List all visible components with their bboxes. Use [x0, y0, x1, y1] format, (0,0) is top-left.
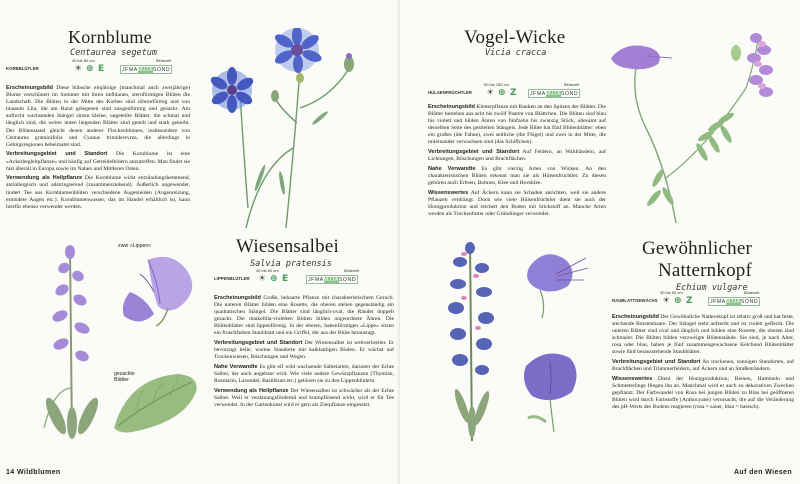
natternkopf-para-1: Erscheinungsbild Der Gewöhnliche Natternkopf ist relativ groß und hat feste, stechende Borstenhaare. Der Stängel steht aufrecht und ist violett gefleckt. Die unteren Blätter sind oval und länglich und bilden eine Rosette, die oberen sind schmaler. Die Blüten bilden verzweigte Blütenstände. Sie sind, je nach Alter, rosa oder blau, haben je fünf zusammengewachsene Kelchund Blütenblätter sowie fünf herausstehende Staubblätter. [612, 314, 795, 356]
bloom-label: Blütezeit [564, 82, 580, 87]
right-page [400, 0, 800, 484]
wiesensalbei-title: Wiesensalbei [236, 236, 339, 257]
natternkopf-title-2: Natternkopf [658, 260, 752, 281]
vetch-illustration [606, 28, 796, 228]
section-name: Auf den Wiesen [733, 469, 792, 476]
plus-circle-icon: ⊕ [498, 88, 506, 98]
type-letter-icon: E [282, 274, 289, 284]
section-name: Wildblumen [16, 469, 61, 476]
plus-circle-icon: ⊕ [86, 64, 94, 74]
kornblume-text [6, 85, 190, 213]
vogelwicke-text [428, 104, 606, 221]
natternkopf-text [612, 314, 794, 414]
growth-form: KORBBLÜTLER [6, 66, 39, 71]
vipers-bugloss-illustration [436, 236, 506, 446]
sun-icon: ☀ [258, 274, 267, 284]
sage-flower-closeup [118, 252, 208, 332]
wiesensalbei-para-1: Erscheinungsbild Große, behaarte Pflanze mit charakteristischem Geruch. Die unteren Blätter bilden eine Rosette, die oberen stehen gegenständig am quadratischen Stängel. Die Blätter sind länglich-oval, die Ränder doppelt gezackt. Die dunkellila-violetten Blüten bilden ungeordnete Ähren. Die Blütenblätter sind lippenförmig. In der oberen, hakenförmigen »Lippe« sitzen ein froschfarben Staubblatt und ein Griffel, der aus der Blüte herausragt. [214, 295, 394, 337]
size-range: 50 bis 150 cm [484, 82, 509, 87]
page-folio-right [734, 469, 792, 476]
wiesensalbei-para-2: Verbreitungsgebiet und Standort Der Wiesensalbei ist weitverbreitet. Er bevorzugt helle, warme Standorte mit kalkhaltigen Böden. Er wächst auf Trockenwiesen, Böschungen und Wegen. [214, 340, 394, 361]
kornblume-infobar [6, 58, 198, 76]
kornblume-latin: Centaurea segetum [70, 48, 157, 58]
bloom-label: Blütezeit [156, 58, 172, 63]
growth-form: HÜLSENFRÜCHTLER [428, 90, 472, 95]
page-number: 14 [6, 469, 15, 476]
page-folio-left [6, 469, 61, 476]
type-letter-icon: Z [510, 88, 517, 98]
wiesensalbei-para-4: Verwendung als Heilpflanze Der Wiesensalbei ist schwächer als der Echte Salbei. Weil er verdauungsfördernd und krampflösend wirkt, wird er für Tee verwendet. In der Gartenkunst wird er gern als Zierpflanze eingesetzt. [214, 387, 395, 409]
wiesensalbei-para-3: Nahe Verwandte Es gibt elf wild wachsende Salbeiarten, darunter der Echte Salbei, der auch angebaut wird. Wie viele andere Gewürzpflanzen (Thymian, Rosmarin, Lavendel, Basilikum etc.) gehören sie zu den Lippenblütlern. [214, 364, 394, 385]
wiesensalbei-infobar [214, 268, 392, 286]
label-gezackte-blaetter: gezackte Blätter [114, 371, 135, 383]
natternkopf-latin: Echium vulgare [676, 283, 748, 293]
bloom-label: Blütezeit [344, 268, 360, 273]
natternkopf-infobar [612, 290, 792, 308]
vogelwicke-para-1: Erscheinungsbild Kletterpflanze mit Ranken an den Spitzen der Blätter. Die Blätter bestehen aus acht bis zwölf Paaren von Blättchen. Die Blüten sind blau bis violett und bilden Ähren von fünfzehn bis zwanzig Stück, allesamt auf derselben Seite des gestielten Stängels. Jede Blüte hat fünf Blütenblätter: eben ein großes (die Fahne), zwei seitliche (die Flügel) und zwei in der Mitte, die miteinander verwachsen sind (das Schiffchen). [428, 104, 606, 146]
bloom-months: JFMAMJJASOND [122, 67, 171, 73]
natternkopf-para-2: Verbreitungsgebiet und Standort An trockenen, sonnigen Standorten, auf Brachflächen und Trümmerfeldern, auf Äckern und an Straßenrändern. [612, 359, 794, 373]
cornflower-illustration [200, 28, 370, 233]
size-range: 30 bis 90 cm [660, 290, 683, 295]
wiesensalbei-latin: Salvia pratensis [250, 259, 332, 269]
bloom-months: JFMAMJJASOND [308, 277, 357, 283]
wiesensalbei-text [214, 295, 394, 412]
vogelwicke-latin: Vicia cracca [485, 48, 547, 58]
bloom-months: JFMAMJJASOND [710, 299, 759, 305]
kornblume-para-3: Verwendung als Heilpflanze Die Kornblume wirkt entzündungshemmend, antiallergisch und adstringierend (zusammenziehend). Äußerlich angewendet, lindert Tee aus Kornblumenblüten verschiedene Augenleiden (Augenreizung, ermüdete Augen etc.). Kornblumenwasser, das im Handel erhältlich ist, kann hierfür ebenso verwendet werden. [6, 175, 190, 210]
vogelwicke-para-4: Wissenswertes Auf Äckern kann sie Schaden anrichten, weil sie andere Pflanzen verdrängt. Doch wie viele Hülsenfrüchtler dient sie auch der Honigproduktion und reichert den Boden mit Stickstoff an. Manche Arten werden als Trockenfutter oder Gründünger verwendet. [428, 189, 607, 218]
growth-form: LIPPENBLÜTLER [214, 276, 250, 281]
vogelwicke-para-3: Nahe Verwandte Es gibt vierzig Arten von Wicken. An den charakteristischen Blüten erkennt man sie als Hülsenfrüchtler. Zu diesen gehören auch Erbsen, Bohnen, Klee und Hornklee. [428, 165, 606, 187]
size-range: 30 bis 60 cm [256, 268, 279, 273]
bloom-label: Blütezeit [744, 290, 760, 295]
natternkopf-title-1: Gewöhnlicher [642, 238, 753, 259]
vogelwicke-infobar [428, 82, 606, 100]
plus-circle-icon: ⊕ [270, 274, 278, 284]
kornblume-title: Kornblume [68, 27, 152, 47]
sun-icon: ☀ [662, 296, 671, 306]
vogelwicke-para-2: Verbreitungsgebiet und Standort Auf Feldern, an Waldrändern, auf Lichtungen, Böschungen und Brachflächen. [428, 149, 606, 163]
sun-icon: ☀ [486, 88, 495, 98]
growth-form: RAUBLATTGEWÄCHS [612, 298, 658, 303]
type-letter-icon: Z [686, 296, 693, 306]
kornblume-para-1: Erscheinungsbild Diese hübsche einjährige (manchmal auch zweijährige) Blume verschönert im Sommer mit ihren tiefblauen, sternförmigen Blüten die Landschaft. Die Blüten in der Mitte des Korbes sind röhrenförmig und von blassem Lila, die am Rand gelegenen sind zungenförmig und gezackt. Am aufrecht wachsenden Stängel sitzen kleine, ungeteilte Blätter, die schmal und länglich sind, die weiter unten liegenden Blätter sind geteilt und stark gekerbt. Der Blütenstand gleicht denen anderer Flockenblumen, insbesondere von Centaurea graminifolia und Cyanus trimiderevrea, die allerdings in Gebirgsregionen beheimatet sind. [6, 85, 190, 148]
sun-icon: ☀ [74, 64, 83, 74]
label-zwei-lippen: zwei »Lippen« [118, 243, 152, 249]
kornblume-para-2: Verbreitungsgebiet und Standort Die Kornblume ist eine »Ackerbegleitpflanze« und häufig auf Getreidefeldern anzutreffen. Man findet sie fast überall in Europa sowie im Nahen und Mittleren Osten. [6, 151, 190, 172]
sage-plant-illustration [34, 238, 109, 443]
vogelwicke-title: Vogel-Wicke [464, 27, 566, 48]
natternkopf-para-3: Wissenswertes Dient der Honigproduktion; Bienen, Hummeln und Schmetterlinge fliegen ihn an. Manchmal wird er auch zu dekorativen Zwecken gepflanzt. Der Farbwandel von Rosa bei jungen Blüten zu Blau bei geöffneten Blüten wird durch Farbstoffe (Anthocyane) verursacht, die auf die Veränderung des pH-Werts des Bodens reagieren (rosa = sauer, blau = basisch). [612, 375, 795, 411]
size-range: 30 bis 80 cm [72, 58, 95, 63]
vipers-bugloss-detail [516, 246, 596, 436]
bloom-months: JFMAMJJASOND [530, 91, 579, 97]
type-letter-icon: E [98, 64, 105, 74]
cornflower-head [273, 28, 323, 73]
plus-circle-icon: ⊕ [674, 296, 682, 306]
